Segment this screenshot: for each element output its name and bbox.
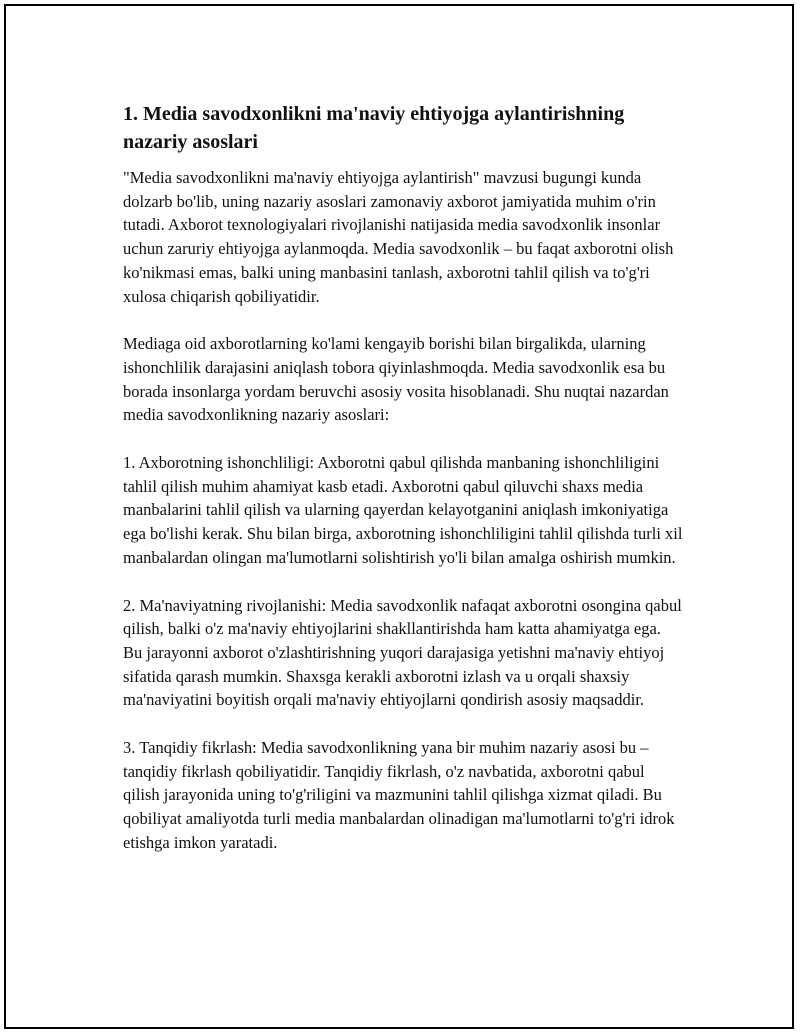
- paragraph-point-2: 2. Ma'naviyatning rivojlanishi: Media savodxonlik nafaqat axborotni osongina qabul qilish, balki o'z ma'naviy ehtiyojlarini shakllantirishda ham katta ahamiyatga ega. Bu jarayonni axborot o'zlashtirishning yuqori darajasiga yetishni ma'naviy ehtiyoj sifatida qarash mumkin. Shaxsga kerakli axborotni izlash va u orqali shaxsiy ma'naviyatini boyitish orqali ma'naviy ehtiyojlarni qondirish asosiy maqsaddir.: [123, 595, 682, 710]
- paragraph-intro: "Media savodxonlikni ma'naviy ehtiyojga aylantirish" mavzusi bugungi kunda dolzarb bo'lib, uning nazariy asoslari zamonaviy axborot jamiyatida muhim o'rin tutadi. Axborot texnologiyalari rivojlanishi natijasida media savodxonlik insonlar uchun zaruriy ehtiyojga aylanmoqda. Media savodxonlik – bu faqat axborotni olish ko'nikmasi emas, balki uning manbasini tanlash, axborotni tahlil qilish va to'g'ri xulosa chiqarish qobiliyatidir.: [123, 168, 674, 306]
- paragraph-point-3: 3. Tanqidiy fikrlash: Media savodxonlikning yana bir muhim nazariy asosi bu – tanqidiy fikrlash qobiliyatidir. Tanqidiy fikrlash, o'z navbatida, axborotni qabul qilish jarayonida uning to'g'riligini va mazmunini tahlil qilishga xizmat qiladi. Bu qobiliyat amaliyotda turli media manbalardan olinadigan ma'lumotlarni to'g'ri idrok etishga imkon yaratadi.: [123, 738, 675, 852]
- paragraph-point-1: 1. Axborotning ishonchliligi: Axborotni qabul qilishda manbaning ishonchliligini tahlil qilish muhim ahamiyat kasb etadi. Axborotni qabul qiluvchi shaxs media manbalarini tahlil qilish va ularning qayerdan kelayotganini aniqlash imkoniyatiga ega bo'lishi kerak. Shu bilan birga, axborotning ishonchliligini tahlil qilishda turli xil manbalardan olingan ma'lumotlarni solishtirish yo'li bilan amalga oshirish mumkin.: [123, 453, 683, 567]
- page-frame: [4, 4, 794, 1029]
- document-body: [123, 100, 683, 879]
- paragraph-context: Mediaga oid axborotlarning ko'lami kengayib borishi bilan birgalikda, ularning ishonchlilik darajasini aniqlash tobora qiyinlashmoqda. Media savodxonlik esa bu borada insonlarga yordam beruvchi asosiy vosita hisoblanadi. Shu nuqtai nazardan media savodxonlikning nazariy asoslari:: [123, 334, 669, 425]
- section-heading: 1. Media savodxonlikni ma'naviy ehtiyojga aylantirishning nazariy asoslari: [123, 103, 625, 153]
